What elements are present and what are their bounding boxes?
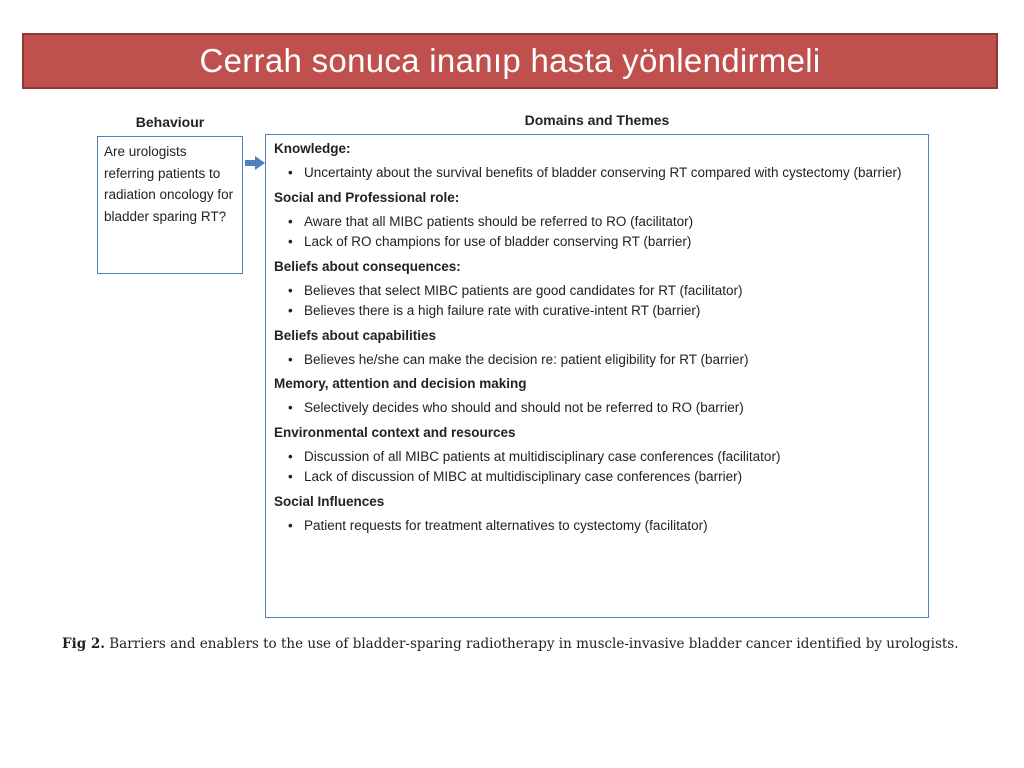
domain-item: • Selectively decides who should and should not be referred to RO (barrier)	[288, 400, 744, 415]
domains-box	[265, 134, 929, 618]
domain-item: • Believes that select MIBC patients are good candidates for RT (facilitator)	[288, 282, 743, 298]
bullet-icon: •	[288, 234, 293, 249]
bullet-icon: •	[288, 469, 293, 484]
domain-title: Memory, attention and decision making	[274, 376, 527, 391]
bullet-icon: •	[288, 213, 293, 229]
slide-title: Cerrah sonuca inanıp hasta yönlendirmeli	[22, 33, 998, 89]
behaviour-box: Are urologists referring patients to radiation oncology for bladder sparing RT?	[97, 136, 243, 274]
domain-item: • Believes he/she can make the decision re: patient eligibility for RT (barrier)	[288, 351, 749, 367]
bullet-icon: •	[288, 448, 293, 464]
domain-item: • Uncertainty about the survival benefits of bladder conserving RT compared with cystectomy (barrier)	[288, 165, 902, 180]
domain-title: Social and Professional role:	[274, 189, 460, 205]
domain-title: Social Influences	[274, 493, 385, 509]
figure-caption	[62, 636, 1002, 652]
domain-item: • Believes there is a high failure rate with curative-intent RT (barrier)	[288, 303, 701, 318]
domain-item: • Patient requests for treatment alternatives to cystectomy (facilitator)	[288, 517, 708, 533]
bullet-icon: •	[288, 282, 293, 298]
bullet-icon: •	[288, 400, 293, 415]
domains-heading: Domains and Themes	[524, 112, 670, 128]
domain-item: • Discussion of all MIBC patients at multidisciplinary case conferences (facilitator)	[288, 448, 781, 464]
bullet-icon: •	[288, 165, 293, 180]
domain-item: • Aware that all MIBC patients should be referred to RO (facilitator)	[288, 213, 694, 229]
behaviour-heading: Behaviour	[135, 114, 205, 130]
domain-title: Environmental context and resources	[274, 424, 516, 440]
bullet-icon: •	[288, 351, 293, 367]
arrow-right-icon	[245, 156, 265, 170]
domain-title: Knowledge:	[274, 141, 351, 156]
caption-label: Fig 2.	[62, 636, 105, 652]
domain-item: • Lack of discussion of MIBC at multidisciplinary case conferences (barrier)	[288, 469, 743, 484]
figure	[97, 110, 932, 622]
caption-text: Barriers and enablers to the use of bladder-sparing radiotherapy in muscle-invasive bladder cancer identified by urologists.	[109, 636, 959, 652]
bullet-icon: •	[288, 303, 293, 318]
domain-title: Beliefs about consequences:	[274, 258, 461, 274]
domain-item: • Lack of RO champions for use of bladder conserving RT (barrier)	[288, 234, 692, 249]
domain-title: Beliefs about capabilities	[274, 327, 437, 343]
bullet-icon: •	[288, 517, 293, 533]
